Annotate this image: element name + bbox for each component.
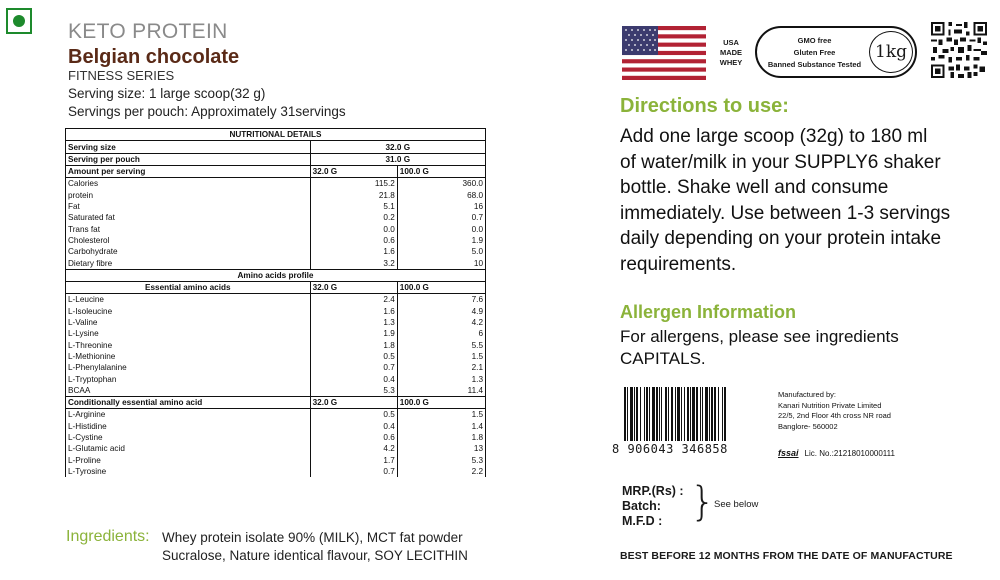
gmo-free-text: GMO free	[797, 36, 832, 45]
manufacturer-line-1: Manufactured by:	[778, 390, 836, 399]
directions-text	[620, 124, 990, 278]
serving-pouch-value: 31.0 G	[310, 153, 485, 165]
value-32g: 0.4	[310, 420, 397, 431]
table-row	[66, 305, 486, 316]
product-title: KETO PROTEIN	[68, 20, 228, 43]
directions-line: immediately. Use between 1-3 servings	[620, 202, 951, 224]
nutrient-name: Saturated fat	[66, 212, 311, 223]
manufacturer-line-4: Banglore- 560002	[778, 421, 838, 431]
nutrient-name: L-Arginine	[66, 409, 311, 421]
table-row	[66, 409, 486, 421]
value-32g: 0.4	[310, 373, 397, 384]
nutrient-name: Fat	[66, 201, 311, 212]
value-100g: 4.9	[397, 305, 485, 316]
barcode-number: 8 906043 346858	[612, 442, 728, 456]
table-row	[66, 201, 486, 212]
value-32g: 21.8	[310, 189, 397, 200]
qr-code-icon	[931, 22, 987, 78]
table-title: NUTRITIONAL DETAILS	[66, 129, 486, 141]
veg-mark-icon	[6, 8, 32, 34]
table-row	[66, 373, 486, 384]
product-flavor: Belgian chocolate	[68, 46, 240, 68]
nutrient-name: Cholesterol	[66, 235, 311, 246]
allergen-heading: Allergen Information	[620, 302, 797, 322]
nutrient-name: protein	[66, 189, 311, 200]
value-100g: 11.4	[397, 385, 485, 397]
usa-flag-icon	[622, 26, 706, 80]
allergen-line-1: For allergens, please see ingredients	[620, 327, 899, 346]
value-32g: 0.6	[310, 235, 397, 246]
value-100g: 5.3	[397, 454, 485, 465]
nutrient-name: BCAA	[66, 385, 311, 397]
value-32g: 0.5	[310, 409, 397, 421]
nutrient-name: Dietary fibre	[66, 257, 311, 269]
nutrient-name: L-Lysine	[66, 328, 311, 339]
amount-per-serving-label: Amount per serving	[66, 165, 311, 177]
banned-substance-text: Banned Substance Tested	[767, 60, 862, 69]
value-100g: 1.8	[397, 432, 485, 443]
value-32g: 5.1	[310, 201, 397, 212]
value-100g: 10	[397, 257, 485, 269]
table-row	[66, 443, 486, 454]
table-row	[66, 432, 486, 443]
table-row	[66, 454, 486, 465]
value-32g: 0.0	[310, 223, 397, 234]
value-32g: 5.3	[310, 385, 397, 397]
table-row	[66, 466, 486, 477]
nutrient-name: L-Cystine	[66, 432, 311, 443]
table-row	[66, 178, 486, 190]
col-100-header: 100.0 G	[397, 396, 485, 408]
usa-line-1: USA	[723, 38, 739, 47]
nutrient-name: L-Tryptophan	[66, 373, 311, 384]
usa-line-3: WHEY	[719, 58, 743, 67]
nutrient-name: Trans fat	[66, 223, 311, 234]
value-32g: 0.7	[310, 466, 397, 477]
value-32g: 0.5	[310, 351, 397, 362]
table-row	[66, 294, 486, 306]
value-100g: 16	[397, 201, 485, 212]
essential-label: Essential amino acids	[66, 281, 311, 293]
col-100-header: 100.0 G	[397, 165, 485, 177]
value-32g: 0.6	[310, 432, 397, 443]
nutrient-name: L-Methionine	[66, 351, 311, 362]
value-100g: 6	[397, 328, 485, 339]
fssai-license-number: Lic. No.:21218010000111	[804, 449, 895, 458]
ingredients-line-2: Sucralose, Nature identical flavour, SOY LECITHIN	[162, 548, 468, 563]
ingredients-label: Ingredients:	[66, 528, 150, 545]
pricing-labels	[622, 484, 684, 529]
nutrient-name: Calories	[66, 178, 311, 190]
value-32g: 3.2	[310, 257, 397, 269]
col-32-header: 32.0 G	[310, 165, 397, 177]
ingredients-line-1: Whey protein isolate 90% (MILK), MCT fat powder	[162, 530, 463, 545]
directions-line: requirements.	[620, 253, 737, 275]
value-32g: 0.2	[310, 212, 397, 223]
weight-circle: 1kg	[869, 31, 913, 73]
mfd-label: M.F.D :	[622, 514, 663, 528]
value-100g: 1.3	[397, 373, 485, 384]
directions-line: daily depending on your protein intake	[620, 228, 942, 250]
brace-icon: }	[690, 479, 716, 525]
nutrient-name: Carbohydrate	[66, 246, 311, 257]
nutrient-name: L-Isoleucine	[66, 305, 311, 316]
value-32g: 1.8	[310, 339, 397, 350]
value-32g: 2.4	[310, 294, 397, 306]
value-100g: 1.5	[397, 351, 485, 362]
manufacturer-info	[778, 390, 891, 432]
value-32g: 1.9	[310, 328, 397, 339]
serving-pouch-label: Serving per pouch	[66, 153, 311, 165]
allergen-text	[620, 326, 899, 370]
table-row	[66, 317, 486, 328]
manufacturer-line-3: 22/5, 2nd Floor 4th cross NR road	[778, 411, 891, 421]
table-row	[66, 189, 486, 200]
table-row	[66, 223, 486, 234]
directions-heading: Directions to use:	[620, 95, 789, 117]
batch-label: Batch:	[622, 499, 661, 513]
value-32g: 1.6	[310, 246, 397, 257]
nutrient-name: L-Tyrosine	[66, 466, 311, 477]
col-100-header: 100.0 G	[397, 281, 485, 293]
amino-title: Amino acids profile	[66, 269, 486, 281]
serving-size-text: Serving size: 1 large scoop(32 g)	[68, 86, 266, 101]
fssai-license	[778, 448, 895, 458]
value-100g: 4.2	[397, 317, 485, 328]
nutrient-name: L-Glutamic acid	[66, 443, 311, 454]
col-32-header: 32.0 G	[310, 396, 397, 408]
table-row	[66, 235, 486, 246]
allergen-line-2: CAPITALS.	[620, 349, 706, 368]
value-100g: 1.4	[397, 420, 485, 431]
value-100g: 13	[397, 443, 485, 454]
table-row	[66, 351, 486, 362]
see-below-text: See below	[714, 499, 759, 510]
nutrition-table	[65, 128, 486, 477]
table-row	[66, 328, 486, 339]
table-row	[66, 246, 486, 257]
best-before-text: BEST BEFORE 12 MONTHS FROM THE DATE OF MANUFACTURE	[620, 550, 953, 562]
table-row	[66, 339, 486, 350]
nutrient-name: L-Threonine	[66, 339, 311, 350]
gluten-free-text: Gluten Free	[793, 48, 836, 57]
value-32g: 115.2	[310, 178, 397, 190]
table-row	[66, 385, 486, 397]
mrp-label: MRP.(Rs) :	[622, 484, 684, 498]
directions-line: of water/milk in your SUPPLY6 shaker	[620, 151, 941, 173]
serving-size-value: 32.0 G	[310, 141, 485, 153]
manufacturer-line-2: Kanari Nutrition Private Limited	[778, 400, 882, 410]
table-row	[66, 420, 486, 431]
usa-made-whey-text	[714, 38, 748, 68]
table-row	[66, 281, 486, 293]
table-row	[66, 269, 486, 281]
nutrient-name: L-Valine	[66, 317, 311, 328]
value-100g: 2.1	[397, 362, 485, 373]
serving-size-label: Serving size	[66, 141, 311, 153]
table-row	[66, 257, 486, 269]
value-100g: 2.2	[397, 466, 485, 477]
directions-line: Add one large scoop (32g) to 180 ml	[620, 126, 928, 147]
value-100g: 5.5	[397, 339, 485, 350]
value-32g: 0.7	[310, 362, 397, 373]
value-32g: 1.7	[310, 454, 397, 465]
product-series: FITNESS SERIES	[68, 68, 175, 83]
nutrient-name: L-Proline	[66, 454, 311, 465]
quality-badge	[755, 26, 917, 78]
nutrient-name: L-Leucine	[66, 294, 311, 306]
value-100g: 0.0	[397, 223, 485, 234]
value-100g: 5.0	[397, 246, 485, 257]
value-32g: 1.6	[310, 305, 397, 316]
barcode-icon	[622, 387, 758, 441]
table-row	[66, 212, 486, 223]
value-100g: 1.5	[397, 409, 485, 421]
nutrient-name: L-Histidine	[66, 420, 311, 431]
conditional-label: Conditionally essential amino acid	[66, 396, 311, 408]
value-100g: 68.0	[397, 189, 485, 200]
value-32g: 4.2	[310, 443, 397, 454]
value-100g: 1.9	[397, 235, 485, 246]
value-32g: 1.3	[310, 317, 397, 328]
col-32-header: 32.0 G	[310, 281, 397, 293]
servings-per-pouch-text: Servings per pouch: Approximately 31servings	[68, 104, 346, 119]
value-100g: 7.6	[397, 294, 485, 306]
usa-line-2: MADE	[719, 48, 743, 57]
directions-line: bottle. Shake well and consume	[620, 177, 889, 199]
value-100g: 0.7	[397, 212, 485, 223]
nutrient-name: L-Phenylalanine	[66, 362, 311, 373]
table-row	[66, 396, 486, 408]
value-100g: 360.0	[397, 178, 485, 190]
fssai-logo-icon: fssai	[778, 448, 799, 458]
table-row	[66, 362, 486, 373]
